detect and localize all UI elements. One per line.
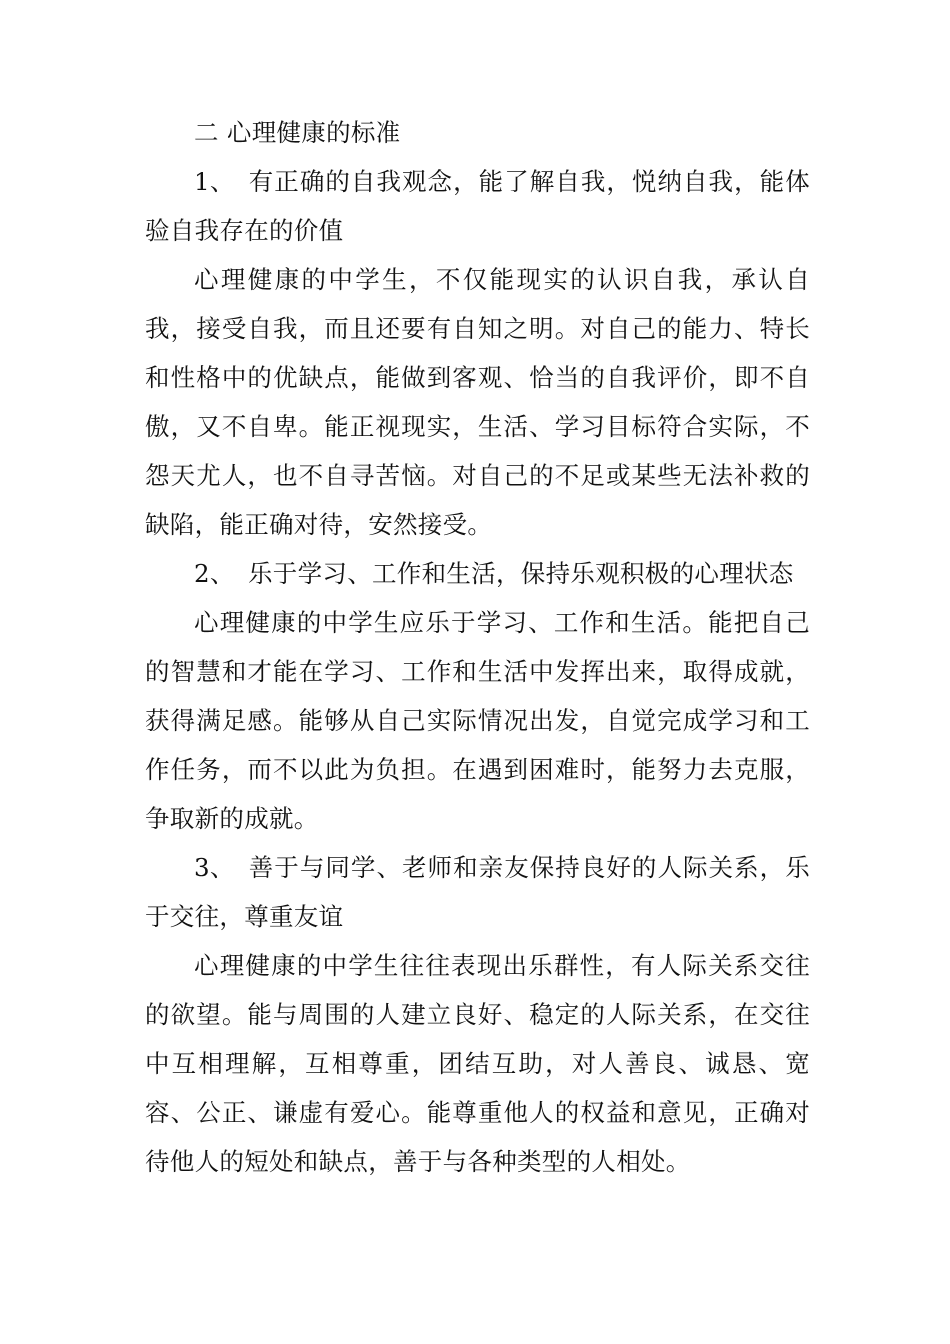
item-title-text: 善于与同学、老师和亲友保持良好的人际关系，乐于交往，尊重友谊 (145, 853, 810, 931)
item-number: 2、 (194, 559, 235, 588)
item-title-2 (145, 549, 810, 598)
item-title-text: 有正确的自我观念，能了解自我，悦纳自我，能体验自我存在的价值 (145, 167, 810, 245)
item-title-text: 乐于学习、工作和生活，保持乐观积极的心理状态 (248, 559, 794, 588)
item-title-1 (145, 157, 810, 255)
document-body (145, 108, 810, 1186)
item-number: 1、 (194, 167, 235, 196)
section-heading: 二 心理健康的标准 (194, 118, 401, 147)
item-body-2: 心理健康的中学生应乐于学习、工作和生活。能把自己的智慧和才能在学习、工作和生活中发挥出来，取得成就，获得满足感。能够从自己实际情况出发，自觉完成学习和工作任务，而不以此为负担。在遇到困难时，能努力去克服，争取新的成就。 (145, 608, 810, 833)
item-number: 3、 (194, 853, 235, 882)
item-body-1: 心理健康的中学生，不仅能现实的认识自我，承认自我，接受自我，而且还要有自知之明。对自己的能力、特长和性格中的优缺点，能做到客观、恰当的自我评价，即不自傲，又不自卑。能正视现实，生活、学习目标符合实际，不怨天尤人，也不自寻苦恼。对自己的不足或某些无法补救的缺陷，能正确对待，安然接受。 (145, 265, 810, 539)
item-title-3 (145, 843, 810, 941)
item-body-3: 心理健康的中学生往往表现出乐群性，有人际关系交往的欲望。能与周围的人建立良好、稳定的人际关系，在交往中互相理解，互相尊重，团结互助，对人善良、诚恳、宽容、公正、谦虚有爱心。能尊重他人的权益和意见，正确对待他人的短处和缺点，善于与各种类型的人相处。 (145, 951, 810, 1176)
